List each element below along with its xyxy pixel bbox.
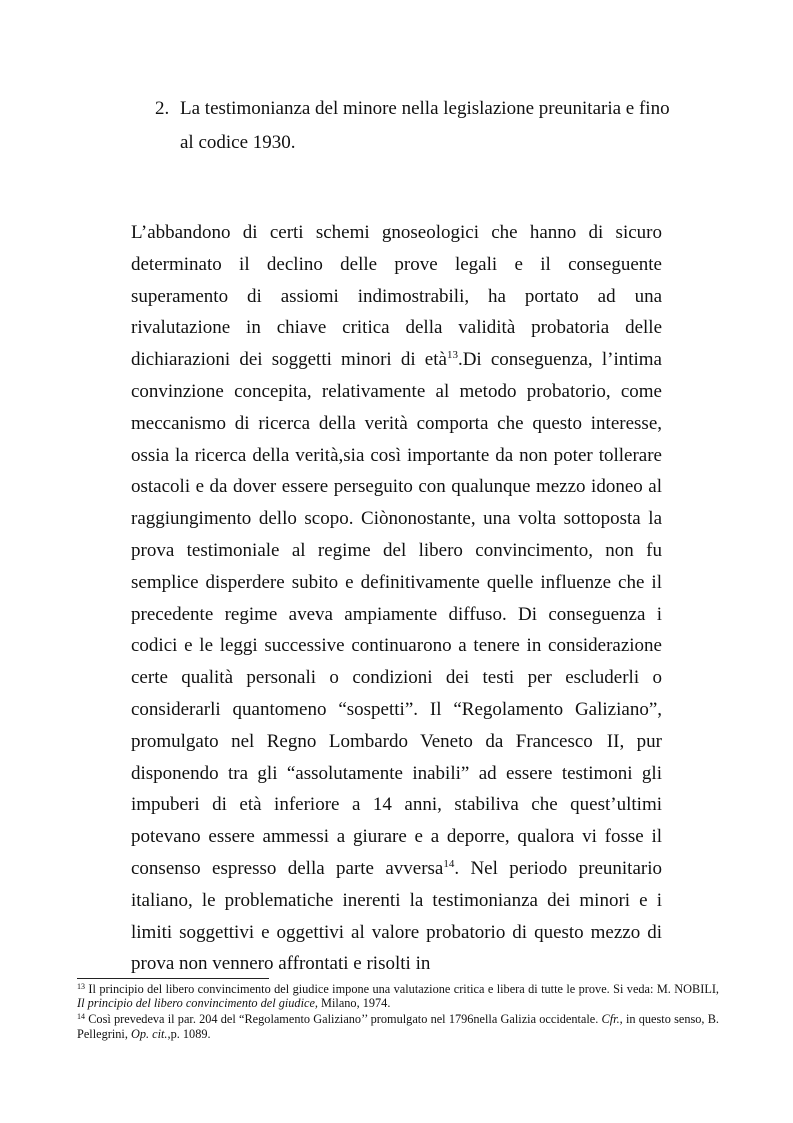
footnote-13 — [77, 982, 719, 1010]
section-heading — [155, 92, 675, 160]
footnote-ref-14[interactable]: 14 — [443, 857, 455, 870]
section-title: La testimonianza del minore nella legislazione preunitaria e fino al codice 1930. — [180, 98, 670, 153]
footnote-text-end: Milano, 1974. — [317, 996, 391, 1011]
footnote-text-end: p. 1089. — [170, 1026, 211, 1041]
footnote-text-mid: in questo senso, B. Pellegrini, — [77, 1012, 719, 1041]
footnote-separator — [77, 978, 269, 979]
footnote-text: Il principio del libero convincimento del giudice impone una valutazione critica e libera di tutte le prove. Si veda: M. NOBILI, — [85, 982, 719, 996]
footnote-number: 14 — [77, 1012, 85, 1022]
footnote-cfr: Cfr., — [601, 1012, 623, 1027]
footnote-text: Così prevedeva il par. 204 del “Regolamento Galiziano’’ promulgato nel 1796nella Galizia occidentale. — [85, 1012, 602, 1027]
footnote-number: 13 — [77, 982, 85, 991]
footnote-ref-13[interactable]: 13 — [446, 349, 458, 362]
body-text-part-1: L’abbandono di certi schemi gnoseologici che hanno di sicuro determinato il declino delle prove legali e il conseguente superamento di assiomi indimostrabili, ha portato ad una rivalutazione in chiave critica della validità probatoria delle dichiarazioni dei soggetti minori di età — [131, 222, 662, 371]
section-number: 2. — [155, 98, 170, 119]
body-text-part-2: .Di conseguenza, l’intima convinzione concepita, relativamente al metodo probatorio, come meccanismo di ricerca della verità comporta che questo interesse, ossia la ricerca della verità,sia così importante da non poter tollerare ostacoli e da dover essere perseguito con qualunque mezzo idoneo al raggiungimento dello scopo. Ciònonostante, una volta sottoposta la prova testimoniale al regime del libero convincimento, non fu semplice disperdere subito e definitivamente quelle influenze che il precedente regime aveva ampiamente diffuso. Di conseguenza i codici e le leggi successive continuarono a tenere in considerazione certe qualità personali o condizioni dei testi per escluderli o considerarli quantomeno “sospetti”. Il “Regolamento Galiziano”, promulgato nel Regno Lombardo Veneto da Francesco — [131, 349, 662, 752]
body-text-part-3: II, pur disponendo tra gli “assolutamente inabili” ad essere testimoni gli impuberi di età inferiore a 14 anni, stabiliva che quest’ultimi potevano essere ammessi a giurare e a deporre, qualora vi fosse il consenso espresso della parte avversa — [131, 730, 663, 879]
footnote-14 — [77, 1012, 719, 1040]
footnotes — [77, 982, 719, 1043]
body-paragraph — [131, 217, 662, 980]
body-text-part-4: . Nel periodo preunitario italiano, le problematiche inerenti la testimonianza dei minori e i limiti soggettivi e oggettivi al valore probatorio di questo mezzo di prova non vennero affrontati e risolti in — [131, 857, 662, 975]
footnote-title: Il principio del libero convincimento del giudice, — [77, 996, 318, 1011]
footnote-op-cit: Op. cit., — [130, 1026, 171, 1041]
